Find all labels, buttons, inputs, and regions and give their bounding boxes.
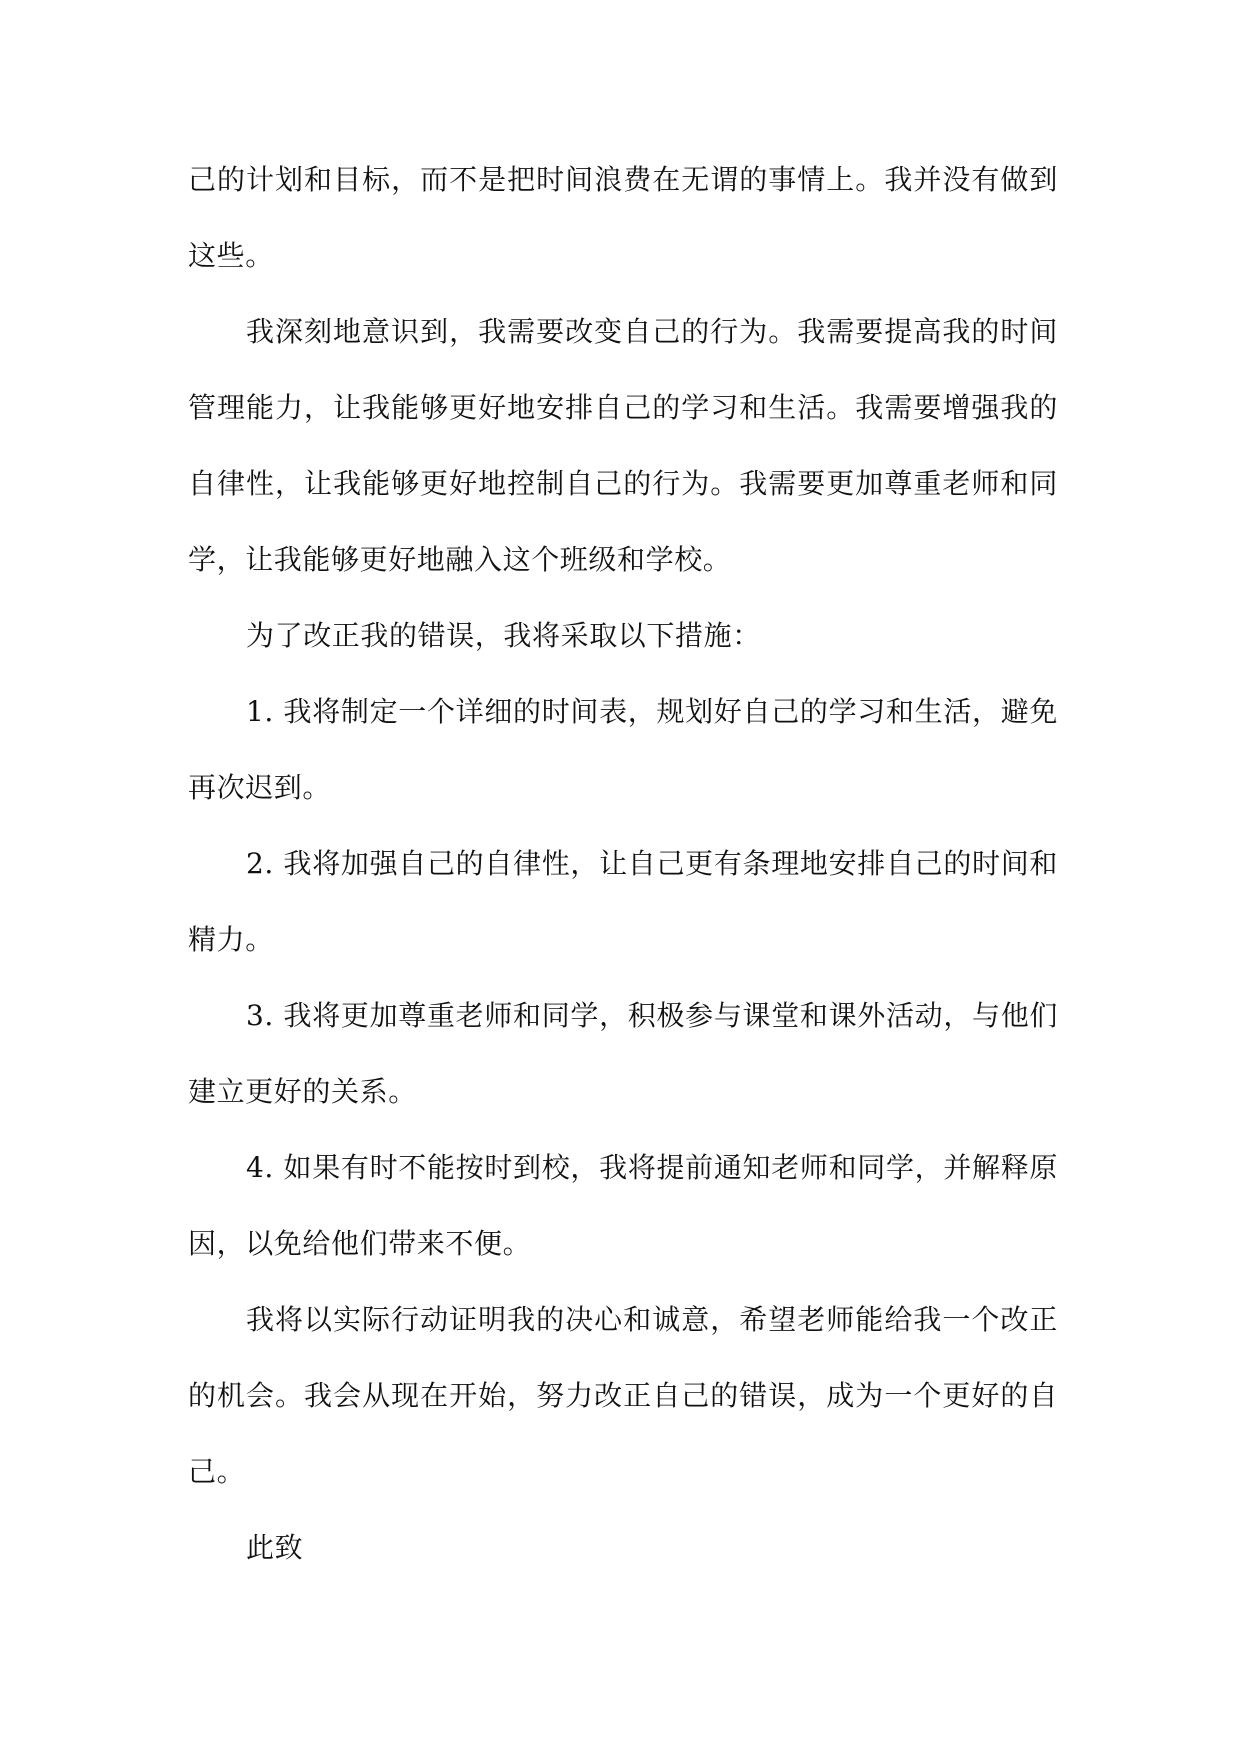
paragraph-reflection: 我深刻地意识到，我需要改变自己的行为。我需要提高我的时间管理能力，让我能够更好地安排自己的学习和生活。我需要增强我的自律性，让我能够更好地控制自己的行为。我需要更加尊重老师和同学，让我能够更好地融入这个班级和学校。 [188,315,1058,576]
list-item-3: 3. 我将更加尊重老师和同学，积极参与课堂和课外活动，与他们建立更好的关系。 [188,999,1058,1108]
list-item-1: 1. 我将制定一个详细的时间表，规划好自己的学习和生活，避免再次迟到。 [188,695,1058,804]
paragraph-measures-intro: 为了改正我的错误，我将采取以下措施： [246,619,761,652]
list-item-4: 4. 如果有时不能按时到校，我将提前通知老师和同学，并解释原因，以免给他们带来不便。 [188,1151,1058,1260]
list-item-2: 2. 我将加强自己的自律性，让自己更有条理地安排自己的时间和精力。 [188,847,1058,956]
closing-salutation: 此致 [246,1531,304,1564]
paragraph-commitment: 我将以实际行动证明我的决心和诚意，希望老师能给我一个改正的机会。我会从现在开始，努力改正自己的错误，成为一个更好的自己。 [188,1303,1058,1488]
paragraph-continuation: 己的计划和目标，而不是把时间浪费在无谓的事情上。我并没有做到这些。 [188,163,1058,272]
document-body [188,142,1058,1586]
